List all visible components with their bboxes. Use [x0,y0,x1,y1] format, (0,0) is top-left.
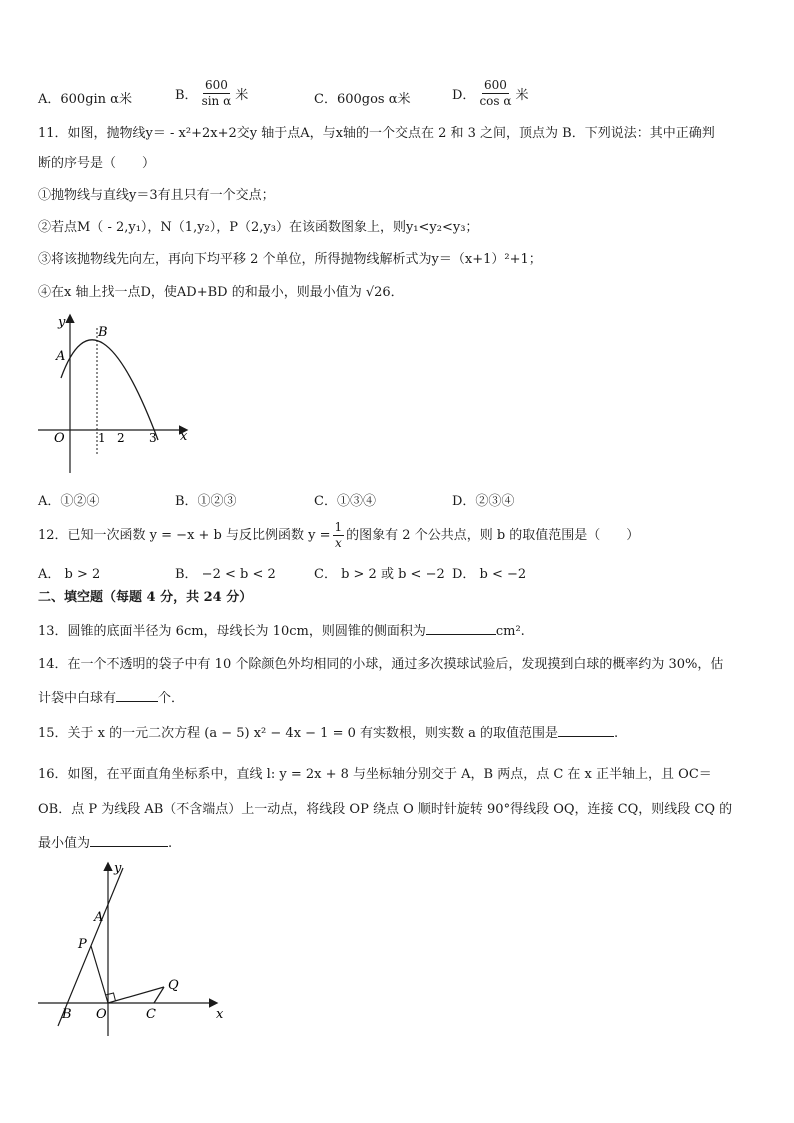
y-axis-label: y [114,861,122,876]
fraction-denominator: cos α [479,94,512,108]
q10-option-c-text: C．600gos α米 [314,92,411,107]
q16-answer-blank[interactable] [90,833,168,847]
fraction-denominator: x [334,536,342,550]
q10-option-b[interactable] [175,78,248,109]
point-a-label: A [56,349,66,364]
x-axis-label: x [216,1007,224,1022]
section-heading: 二、填空题（每题 4 分，共 24 分） [38,590,253,605]
q14-line2-pre: 计袋中白球有 [38,691,117,706]
q12-option-c[interactable]: C． b > 2 或 b < −2 [314,567,445,582]
point-a-label: A [94,910,104,925]
q11-stem-line1: 11．如图，抛物线y＝ - x²+2x+2交y 轴于点A，与x轴的一个交点在 2 和 3 之间，顶点为 B．下列说法：其中正确判 [38,126,715,141]
q15-answer-blank[interactable] [558,723,614,737]
q16-stem-line1: 16．如图，在平面直角坐标系中，直线 l: y = 2x + 8 与坐标轴分别交于 A，B 两点，点 C 在 x 正半轴上，且 OC＝ [38,767,712,782]
q10-option-b-label: B． [175,88,198,103]
fraction-numerator: 600 [484,78,507,92]
q10-option-d[interactable] [452,78,528,109]
q11-statement-1: ①抛物线与直线y＝3有且只有一个交点； [38,188,275,203]
y-axis-label: y [58,315,66,330]
q11-option-d[interactable]: D．②③④ [452,494,515,509]
point-c-label: C [146,1007,156,1022]
point-b-label: B [62,1007,72,1022]
point-p-label: P [78,937,87,952]
q14-answer-blank[interactable] [116,688,158,702]
q11-option-b[interactable]: B．①②③ [175,494,237,509]
q16-stem-line2: OB．点 P 为线段 AB（不含端点）上一动点，将线段 OP 绕点 O 顺时针旋转 90°得线段 OQ，连接 CQ，则线段 CQ 的 [38,802,733,817]
q16-line3-pre: 最小值为 [38,836,91,851]
q12-stem-post: 的图象有 2 个公共点，则 b 的取值范围是（ ） [346,527,640,543]
q13-stem [38,621,756,641]
q10-option-b-unit: 米 [235,88,249,103]
q14-stem-line2 [38,688,756,708]
q13-answer-blank[interactable] [426,621,496,635]
fraction-numerator: 1 [334,520,343,534]
q10-option-a-text: A．600gin α米 [38,92,132,107]
parabola-curve [61,340,158,440]
q12-option-a[interactable]: A． b > 2 [38,567,101,582]
q10-option-c[interactable] [314,88,411,107]
x-axis-label: x [180,429,188,444]
q11-option-c[interactable]: C．①③④ [314,494,376,509]
segment-op [91,946,108,1003]
q11-statement-2: ②若点M（ - 2,y₁），N（1,y₂），P（2,y₃）在该函数图象上，则y₁<y₂<y₃； [38,220,479,235]
fraction-numerator: 600 [204,78,228,92]
q13-pre: 13．圆锥的底面半径为 6cm，母线长为 10cm，则圆锥的侧面积为 [38,624,426,639]
q12-option-b[interactable]: B． −2 < b < 2 [175,567,276,582]
q14-line2-post: 个． [158,691,185,706]
q10-option-b-fraction [200,78,234,109]
origin-label: O [96,1007,107,1022]
tick-3-label: 3 [149,431,157,445]
q10-option-d-unit: 米 [515,88,529,103]
q16-stem-line3 [38,833,756,853]
q11-statement-3: ③将该抛物线先向左，再向下均平移 2 个单位，所得抛物线解析式为y＝（x+1）²+1； [38,252,542,267]
line-l [58,868,123,1026]
point-b-label: B [98,325,108,340]
q11-stem-line2: 断的序号是（ ） [38,156,156,171]
q11-parabola-figure [38,310,198,480]
q10-option-d-label: D． [452,88,476,103]
q11-option-a[interactable]: A．①②④ [38,494,100,509]
q14-stem-line1: 14．在一个不透明的袋子中有 10 个除颜色外均相同的小球，通过多次摸球试验后，发现摸到白球的概率约为 30%，估 [38,657,724,672]
q10-option-d-fraction [477,78,513,109]
q13-post: cm². [495,624,525,639]
q11-statement-4: ④在x 轴上找一点D，使AD+BD 的和最小，则最小值为 √26． [38,285,404,300]
point-q-label: Q [168,978,179,993]
tick-1-label: 1 [98,431,106,445]
q16-line3-post: . [168,836,173,851]
q15-stem [38,723,756,743]
q15-post: . [614,726,619,741]
q12-stem-pre: 12．已知一次函数 y = −x + b 与反比例函数 y = [38,527,331,543]
q15-pre: 15．关于 x 的一元二次方程 (a − 5) x² − 4x − 1 = 0 有实数根，则实数 a 的取值范围是 [38,726,559,741]
q12-option-d[interactable]: D． b < −2 [452,567,527,582]
q12-fraction [333,520,345,551]
fraction-denominator: sin α [201,94,232,108]
q16-coordinate-figure [36,856,236,1036]
q10-option-a[interactable] [38,88,132,107]
q12-stem [38,520,756,551]
tick-2-label: 2 [117,431,125,445]
origin-label: O [54,431,65,446]
